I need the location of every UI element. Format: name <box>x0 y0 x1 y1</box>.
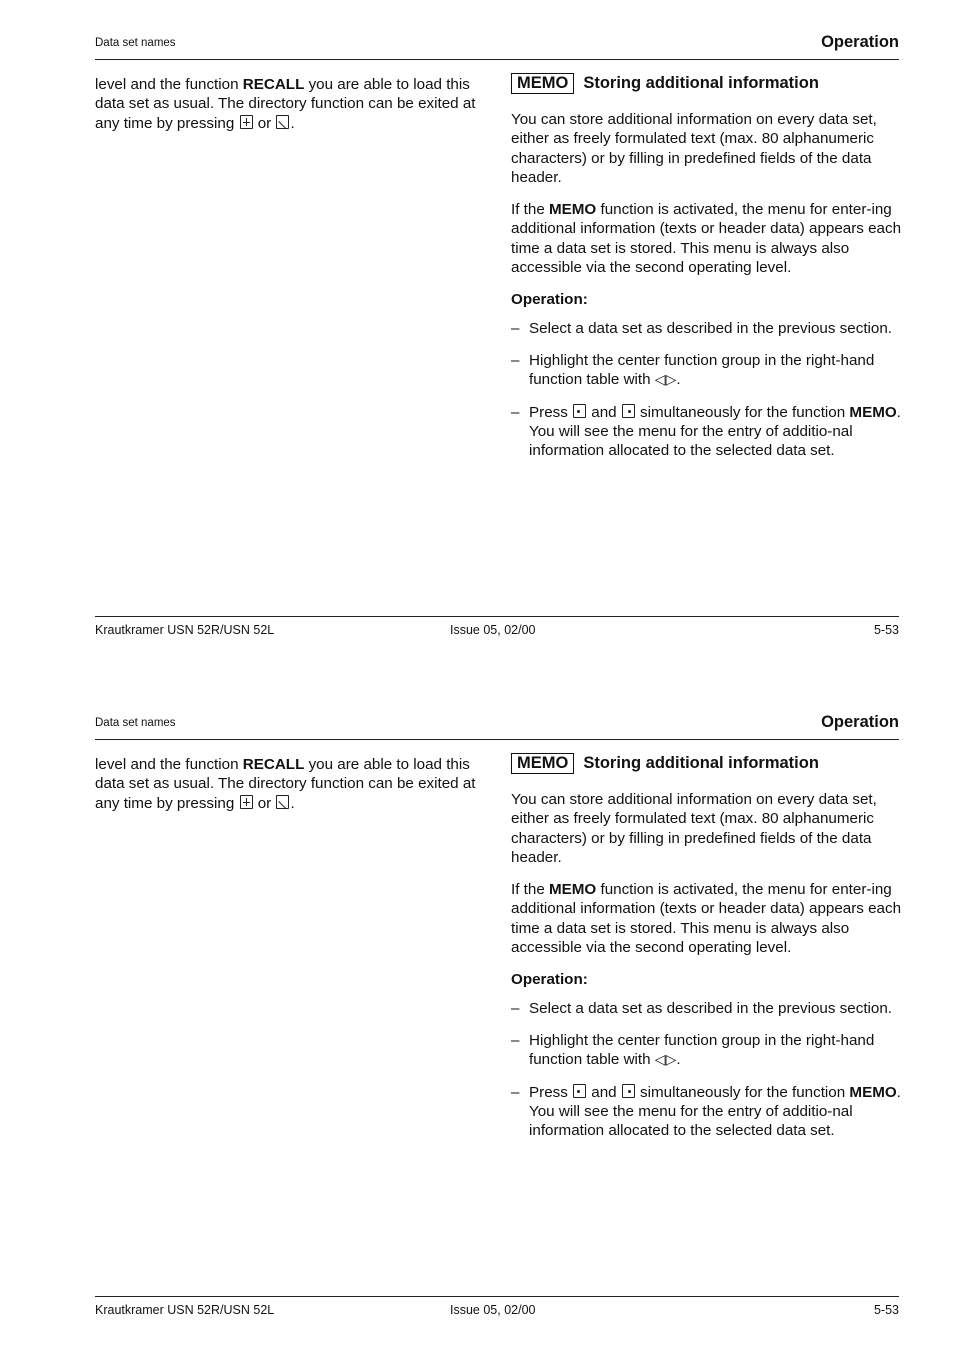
left-text-3: or <box>253 794 276 812</box>
footer-issue: Issue 05, 02/00 <box>450 623 536 637</box>
left-text-2: you are able to load this data set as usual. The directory function can be exited at any time by pressing <box>95 756 476 812</box>
section-title: Storing additional information <box>583 73 819 92</box>
footer-product: Krautkramer USN 52R/USN 52L <box>95 623 275 637</box>
right-arrow-icon: ▷ <box>665 1051 677 1068</box>
right-function-key-icon <box>622 404 635 418</box>
footer-rule <box>95 616 899 617</box>
list-item: – Select a data set as described in the previous section. <box>511 999 893 1017</box>
left-text-4: . <box>290 794 295 812</box>
left-function-key-icon <box>573 404 586 418</box>
left-arrow-icon: ◁ <box>654 371 666 388</box>
header-rule <box>95 59 899 60</box>
memo-badge: MEMO <box>511 753 574 774</box>
paragraph-2: If the MEMO function is activated, the menu for enter-ing additional information (texts or header data) appears each time a data set is stored. This menu is always also accessible via the second operating level. <box>511 881 902 957</box>
left-arrow-icon: ◁ <box>654 1051 666 1068</box>
recall-keyword: RECALL <box>242 76 305 93</box>
footer-rule <box>95 1296 899 1297</box>
right-function-key-icon <box>622 1084 635 1098</box>
list-item: – Highlight the center function group in the right-hand function table with ◁▷. <box>511 351 875 389</box>
section-heading <box>511 753 903 774</box>
memo-badge: MEMO <box>511 73 574 94</box>
paragraph-1: You can store additional information on every data set, either as freely formulated text (max. 80 alphanumeric characters) or by filling in predefined fields of the data header. <box>511 791 877 866</box>
right-column <box>511 73 903 473</box>
left-text-2: you are able to load this data set as usual. The directory function can be exited at any time by pressing <box>95 76 476 132</box>
paragraph-2: If the MEMO function is activated, the menu for enter-ing additional information (texts or header data) appears each time a data set is stored. This menu is always also accessible via the second operating level. <box>511 201 902 277</box>
paragraph-1: You can store additional information on every data set, either as freely formulated text (max. 80 alphanumeric characters) or by filling in predefined fields of the data header. <box>511 111 877 186</box>
left-text-1: level and the function <box>95 756 243 773</box>
list-item: – Highlight the center function group in the right-hand function table with ◁▷. <box>511 1031 875 1069</box>
plus-key-icon <box>240 795 253 809</box>
escape-key-icon <box>276 795 289 809</box>
header-section: Data set names <box>95 717 176 729</box>
left-text-3: or <box>253 114 276 132</box>
section-title: Storing additional information <box>583 753 819 772</box>
footer-page-number: 5-53 <box>873 1303 899 1317</box>
header-section: Data set names <box>95 37 176 49</box>
plus-key-icon <box>240 115 253 129</box>
left-text-4: . <box>290 114 295 132</box>
left-text-1: level and the function <box>95 76 243 93</box>
header-rule <box>95 739 899 740</box>
footer-issue: Issue 05, 02/00 <box>450 1303 536 1317</box>
right-column <box>511 753 903 1153</box>
left-column <box>95 755 490 813</box>
footer-page-number: 5-53 <box>873 623 899 637</box>
operation-label: Operation: <box>511 971 588 989</box>
list-item: – Press and simultaneously for the function MEMO. You will see the menu for the entry of additio-nal information allocated to the selected data set. <box>511 1083 901 1140</box>
header-chapter: Operation <box>821 713 899 731</box>
left-column <box>95 75 490 133</box>
header-chapter: Operation <box>821 33 899 51</box>
section-heading <box>511 73 903 94</box>
list-item: – Press and simultaneously for the function MEMO. You will see the menu for the entry of additio-nal information allocated to the selected data set. <box>511 403 901 460</box>
escape-key-icon <box>276 115 289 129</box>
operation-label: Operation: <box>511 291 588 309</box>
right-arrow-icon: ▷ <box>665 371 677 388</box>
left-function-key-icon <box>573 1084 586 1098</box>
page-bottom <box>0 680 954 1350</box>
footer-product: Krautkramer USN 52R/USN 52L <box>95 1303 275 1317</box>
list-item: – Select a data set as described in the previous section. <box>511 319 893 337</box>
recall-keyword: RECALL <box>242 756 305 773</box>
